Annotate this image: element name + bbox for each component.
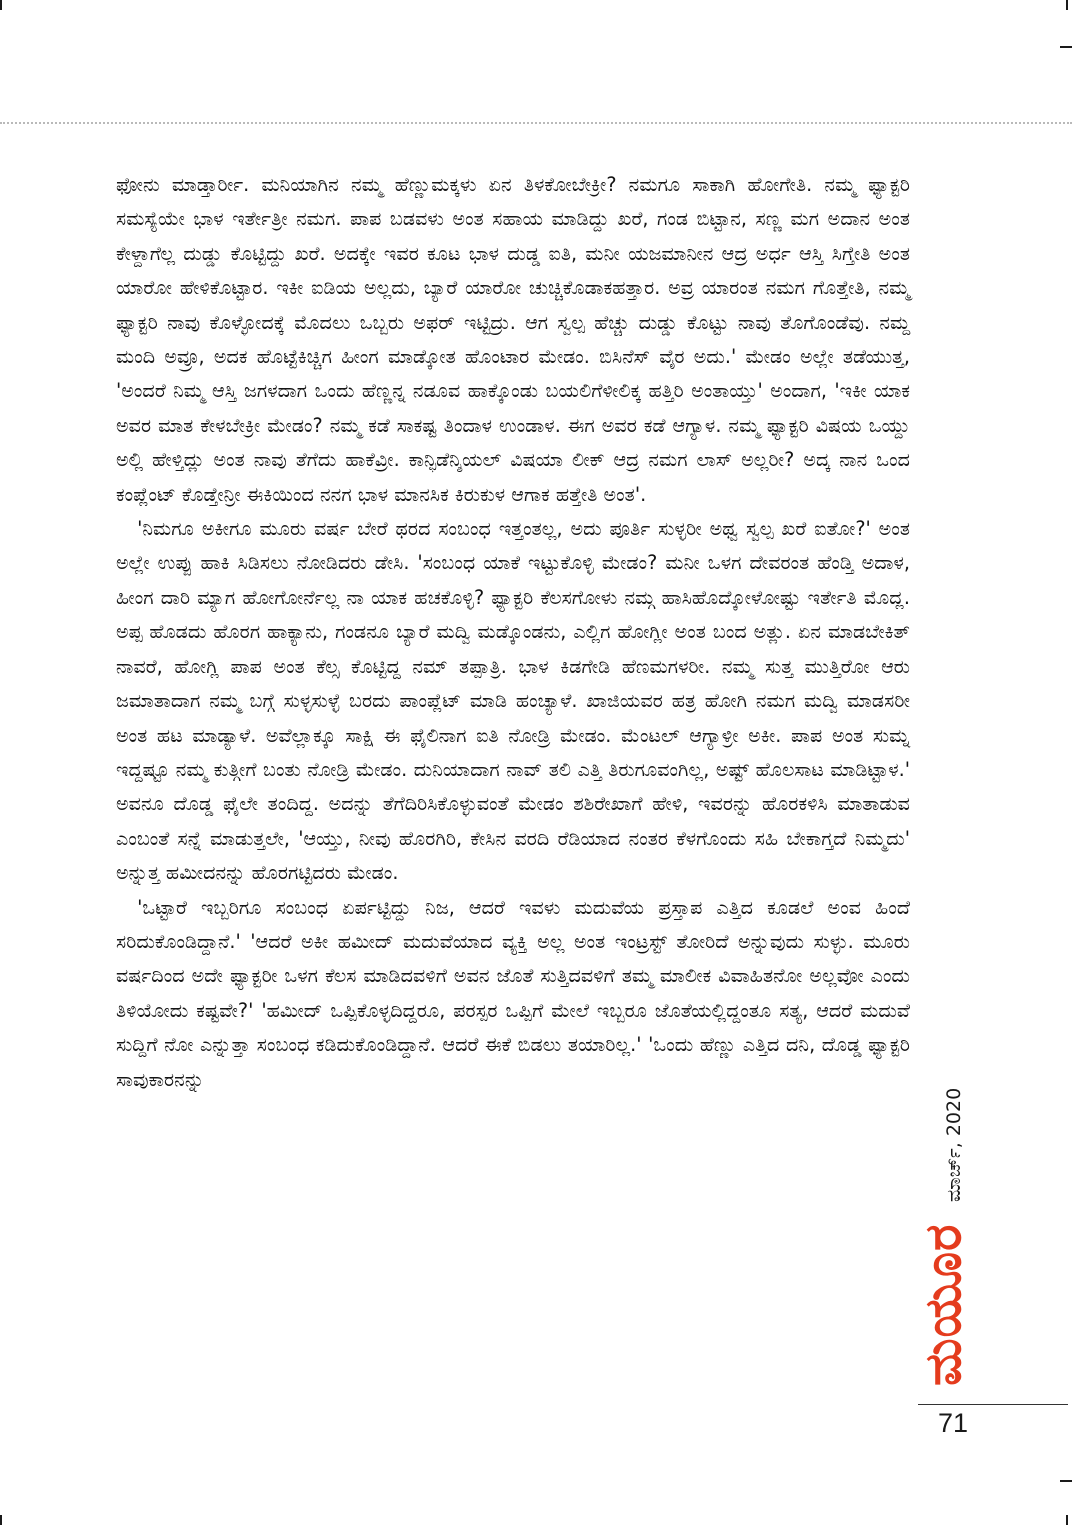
crop-mark-bottom-left (0, 1515, 2, 1525)
footer-rule (918, 1404, 1068, 1405)
article-paragraph: ಫೋನು ಮಾಡ್ತಾರ್ರೀ. ಮನಿಯಾಗಿನ ನಮ್ಮ ಹೆಣ್ಣುಮಕ್ಕಳು ಏನ ತಿಳಕೋಬೇಕ್ರೀ? ನಮಗೂ ಸಾಕಾಗಿ ಹೋಗೇತಿ. ನಮ್ಮ ಫ್ಯಾಕ್ಟರಿ ಸಮಸ್ಯೆಯೇ ಭಾಳ ಇರ್ತೇತ್ರೀ ನಮಗ. ಪಾಪ ಬಡವಳು ಅಂತ ಸಹಾಯ ಮಾಡಿದ್ದು ಖರೆ, ಗಂಡ ಬಿಟ್ಟಾನ, ಸಣ್ಣ ಮಗ ಅದಾನ ಅಂತ ಕೇಳ್ದಾಗೆಲ್ಲ ದುಡ್ಡು ಕೊಟ್ಟಿದ್ದು ಖರೆ. ಅದಕ್ಕೇ ಇವರ ಕೂಟ ಭಾಳ ದುಡ್ಡ ಐತಿ, ಮನೀ ಯಜಮಾನೀನ ಆದ್ರ ಅರ್ಧ ಆಸ್ತಿ ಸಿಗ್ತೇತಿ ಅಂತ ಯಾರೋ ಹೇಳಿಕೊಟ್ಟಾರ. ಇಕೀ ಐಡಿಯ ಅಲ್ಲದು, ಬ್ಯಾರೆ ಯಾರೋ ಚುಚ್ಚಿಕೊಡಾಕಹತ್ತಾರ. ಅವ್ರ ಯಾರಂತ ನಮಗ ಗೊತ್ತೇತಿ, ನಮ್ಮ ಫ್ಯಾಕ್ಟರಿ ನಾವು ಕೊಳ್ಳೋದಕ್ಕೆ ಮೊದಲು ಒಬ್ಬರು ಅಫರ್ ಇಟ್ಟಿದ್ರು. ಆಗ ಸ್ವಲ್ಪ ಹೆಚ್ಚು ದುಡ್ಡು ಕೊಟ್ಟು ನಾವು ತೊಗೊಂಡೆವು. ನಮ್ದ ಮಂದಿ ಅವ್ರೂ, ಅದಕ ಹೊಟ್ಟೆಕಿಚ್ಚಿಗ ಹೀಂಗ ಮಾಡ್ಕೋತ ಹೊಂಟಾರ ಮೇಡಂ. ಬಿಸಿನೆಸ್ ವೈರ ಅದು.' ಮೇಡಂ ಅಲ್ಲೇ ತಡೆಯುತ್ತ, 'ಅಂದರೆ ನಿಮ್ಮ ಆಸ್ತಿ ಜಗಳದಾಗ ಒಂದು ಹೆಣ್ಣನ್ನ ನಡೂವ ಹಾಕ್ಕೊಂಡು ಬಯಲಿಗೆಳೀಲಿಕ್ಕ ಹತ್ತಿರಿ ಅಂತಾಯ್ತು' ಅಂದಾಗ, 'ಇಕೀ ಯಾಕ ಅವರ ಮಾತ ಕೇಳಬೇಕ್ರೀ ಮೇಡಂ? ನಮ್ಮ ಕಡೆ ಸಾಕಷ್ಟ ತಿಂದಾಳ ಉಂಡಾಳ. ಈಗ ಅವರ ಕಡೆ ಆಗ್ಯಾಳ. ನಮ್ಮ ಫ್ಯಾಕ್ಟರಿ ವಿಷಯ ಒಯ್ದು ಅಲ್ಲಿ ಹೇಳ್ತಿದ್ಲು ಅಂತ ನಾವು ತೆಗೆದು ಹಾಕೆವ್ರೀ. ಕಾನ್ಫಿಡೆನ್ಶಿಯಲ್ ವಿಷಯಾ ಲೀಕ್ ಆದ್ರ ನಮಗ ಲಾಸ್ ಅಲ್ಲರೀ? ಅದ್ಕ ನಾನ ಒಂದ ಕಂಪ್ಲೆಂಟ್ ಕೊಡ್ತೇನ್ರೀ ಈಕಿಯಿಂದ ನನಗ ಭಾಳ ಮಾನಸಿಕ ಕಿರುಕುಳ ಆಗಾಕ ಹತ್ತೇತಿ ಅಂತ'. (116, 173, 910, 506)
crop-mark-right-upper (1060, 46, 1072, 48)
header-dotted-rule (0, 122, 1072, 124)
crop-mark-bottom-right (1066, 1515, 1068, 1525)
article-paragraph: 'ನಿಮಗೂ ಅಕೀಗೂ ಮೂರು ವರ್ಷ ಬೇರೆ ಥರದ ಸಂಬಂಧ ಇತ್ತಂತಲ್ಲ, ಅದು ಪೂರ್ತಿ ಸುಳ್ಳರೀ ಅಥ್ವ ಸ್ವಲ್ಪ ಖರೆ ಐತೋ?' ಅಂತ ಅಲ್ಲೇ ಉಪ್ಪು ಹಾಕಿ ಸಿಡಿಸಲು ನೋಡಿದರು ಡೇಸಿ. 'ಸಂಬಂಧ ಯಾಕೆ ಇಟ್ಟುಕೊಳ್ಳಿ ಮೇಡಂ? ಮನೀ ಒಳಗ ದೇವರಂತ ಹೆಂಡ್ತಿ ಅದಾಳ, ಹೀಂಗ ದಾರಿ ಮ್ಯಾಗ ಹೋಗೋರ್ನೆಲ್ಲ ನಾ ಯಾಕ ಹಚಕೊಳ್ಳಿ? ಫ್ಯಾಕ್ಟರಿ ಕೆಲಸಗೋಳು ನಮ್ಗ ಹಾಸಿಹೊದ್ಕೋಳೋಷ್ಟು ಇರ್ತೇತಿ ಮೊದ್ಲ. ಅಪ್ಪ ಹೊಡದು ಹೊರಗ ಹಾಕ್ಯಾನು, ಗಂಡನೂ ಬ್ಯಾರೆ ಮದ್ವಿ ಮಡ್ಕೊಂಡನು, ಎಲ್ಲಿಗ ಹೋಗ್ಲೀ ಅಂತ ಬಂದ ಅತ್ಲು. ಏನ ಮಾಡಬೇಕಿತ್ ನಾವರೆ, ಹೋಗ್ಲಿ ಪಾಪ ಅಂತ ಕೆಲ್ಸ ಕೊಟ್ಟಿದ್ದ ನಮ್ ತಪ್ಪಾತ್ರಿ. ಭಾಳ ಕಿಡಗೇಡಿ ಹೆಣಮಗಳರೀ. ನಮ್ಮ ಸುತ್ತ ಮುತ್ತಿರೋ ಆರು ಜಮಾತಾದಾಗ ನಮ್ಮ ಬಗ್ಗೆ ಸುಳ್ಳಸುಳ್ಳೆ ಬರದು ಪಾಂಪ್ಲೆಟ್ ಮಾಡಿ ಹಂಚ್ಯಾಳೆ. ಖಾಜಿಯವರ ಹತ್ರ ಹೋಗಿ ನಮಗ ಮದ್ವಿ ಮಾಡಸರೀ ಅಂತ ಹಟ ಮಾಡ್ಯಾಳೆ. ಅವೆಲ್ಲಾಕ್ಕೂ ಸಾಕ್ಷಿ ಈ ಫೈಲಿನಾಗ ಐತಿ ನೋಡ್ರಿ ಮೇಡಂ. ಮೆಂಟಲ್ ಆಗ್ಯಾಳ್ರೀ ಅಕೀ. ಪಾಪ ಅಂತ ಸುಮ್ನ ಇದ್ದಷ್ಟೂ ನಮ್ಮ ಕುತ್ಗೀಗೆ ಬಂತು ನೋಡ್ರಿ ಮೇಡಂ. ದುನಿಯಾದಾಗ ನಾವ್ ತಲಿ ಎತ್ತಿ ತಿರುಗೂವಂಗಿಲ್ಲ, ಅಷ್ಟ್ ಹೊಲಸಾಟ ಮಾಡಿಟ್ಟಾಳ.' ಅವನೂ ದೊಡ್ಡ ಫೈಲೇ ತಂದಿದ್ದ. ಅದನ್ನು ತೆಗೆದಿರಿಸಿಕೊಳ್ಳುವಂತೆ ಮೇಡಂ ಶಶಿರೇಖಾಗೆ ಹೇಳಿ, ಇವರನ್ನು ಹೊರಕಳಿಸಿ ಮಾತಾಡುವ ಎಂಬಂತೆ ಸನ್ನೆ ಮಾಡುತ್ತಲೇ, 'ಆಯ್ತು, ನೀವು ಹೊರಗಿರಿ, ಕೇಸಿನ ವರದಿ ರೆಡಿಯಾದ ನಂತರ ಕೆಳಗೊಂದು ಸಹಿ ಬೇಕಾಗ್ತದೆ ನಿಮ್ಮದು' ಅನ್ನುತ್ತ ಹಮೀದನನ್ನು ಹೊರಗಟ್ಟಿದರು ಮೇಡಂ. (116, 517, 910, 885)
article-paragraph: 'ಒಟ್ಟಾರೆ ಇಬ್ಬರಿಗೂ ಸಂಬಂಧ ಏರ್ಪಟ್ಟಿದ್ದು ನಿಜ, ಆದರೆ ಇವಳು ಮದುವೆಯ ಪ್ರಸ್ತಾಪ ಎತ್ತಿದ ಕೂಡಲೆ ಅಂವ ಹಿಂದೆ ಸರಿದುಕೊಂಡಿದ್ದಾನೆ.' 'ಆದರೆ ಅಕೀ ಹಮೀದ್ ಮದುವೆಯಾದ ವ್ಯಕ್ತಿ ಅಲ್ಲ ಅಂತ ಇಂಟ್ರಸ್ಟ್ ತೋರಿದೆ ಅನ್ನುವುದು ಸುಳ್ಳು. ಮೂರು ವರ್ಷದಿಂದ ಅದೇ ಫ್ಯಾಕ್ಟರೀ ಒಳಗ ಕೆಲಸ ಮಾಡಿದವಳಿಗೆ ಅವನ ಜೊತೆ ಸುತ್ತಿದವಳಿಗೆ ತಮ್ಮ ಮಾಲೀಕ ವಿವಾಹಿತನೋ ಅಲ್ಲವೋ ಎಂದು ತಿಳಿಯೋದು ಕಷ್ಟವೇ?' 'ಹಮೀದ್ ಒಪ್ಪಿಕೊಳ್ಳದಿದ್ದರೂ, ಪರಸ್ಪರ ಒಪ್ಪಿಗೆ ಮೇಲೆ ಇಬ್ಬರೂ ಜೊತೆಯಲ್ಲಿದ್ದಂತೂ ಸತ್ಯ, ಆದರೆ ಮದುವೆ ಸುದ್ದಿಗೆ ನೋ ಎನ್ನುತ್ತಾ ಸಂಬಂಧ ಕಡಿದುಕೊಂಡಿದ್ದಾನೆ. ಆದರೆ ಈಕೆ ಬಿಡಲು ತಯಾರಿಲ್ಲ.' 'ಒಂದು ಹೆಣ್ಣು ಎತ್ತಿದ ದನಿ, ದೊಡ್ಡ ಫ್ಯಾಕ್ಟರಿ ಸಾವುಕಾರನನ್ನು (116, 895, 910, 1091)
page-number: 71 (938, 1408, 969, 1438)
crop-mark-top-right (1066, 0, 1068, 10)
crop-mark-top-left (0, 0, 2, 10)
magazine-logo: ಮಯೂರ (914, 1223, 972, 1386)
magazine-masthead (912, 1087, 978, 1402)
article-body (116, 168, 910, 1097)
crop-mark-right-lower (1060, 1480, 1072, 1482)
issue-date: ಮಾರ್ಚ್, 2020 (943, 1087, 965, 1202)
